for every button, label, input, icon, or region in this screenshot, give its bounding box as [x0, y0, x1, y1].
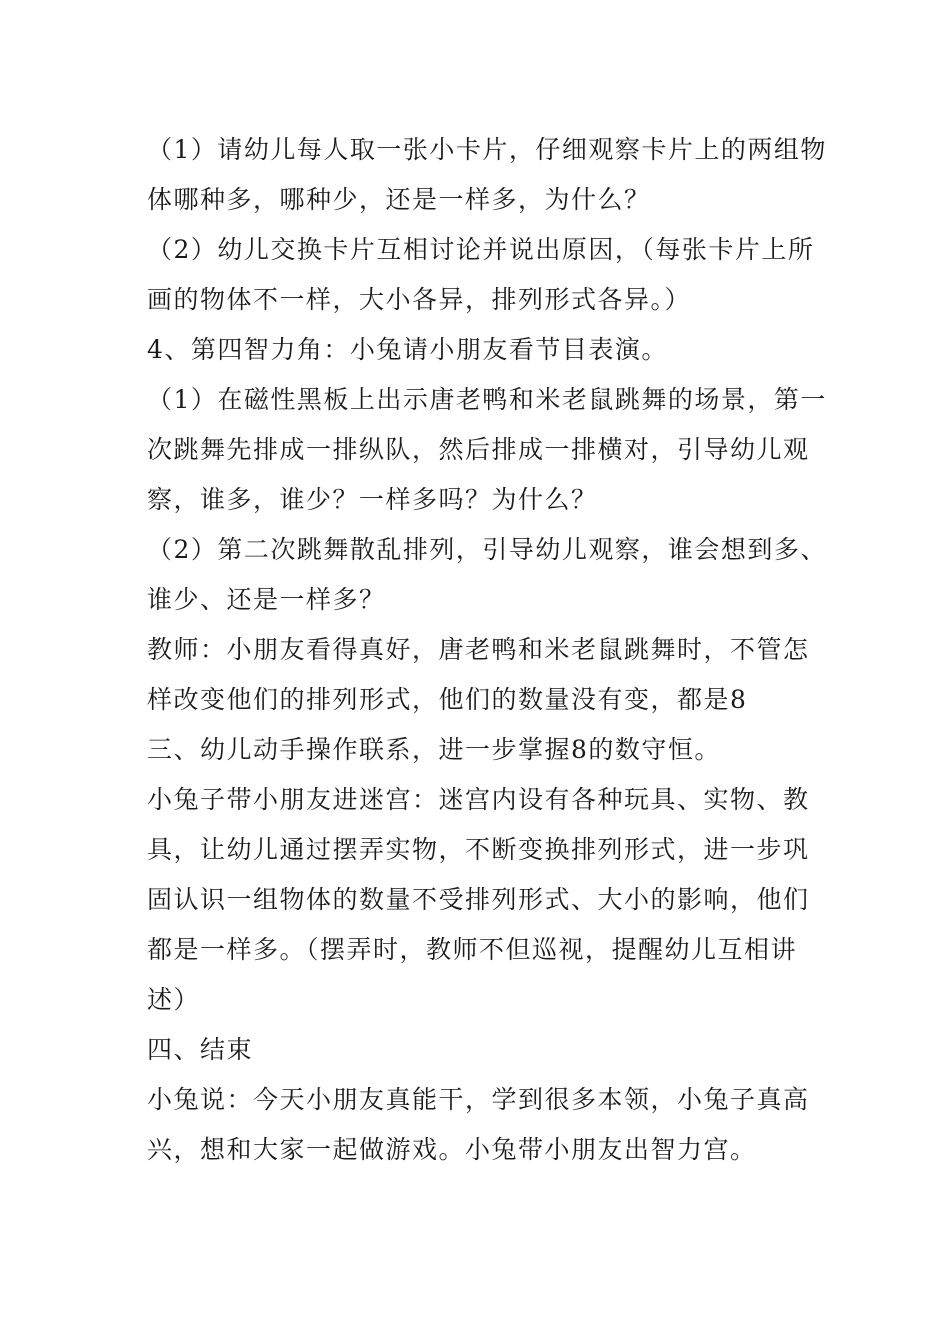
- text-line: 样改变他们的排列形式，他们的数量没有变，都是8: [147, 685, 748, 714]
- section-heading: 三、幼儿动手操作联系，进一步掌握8的数守恒。: [147, 735, 721, 764]
- text-line: 都是一样多。（摆弄时，教师不但巡视，提醒幼儿互相讲: [147, 935, 798, 964]
- text-line: 小兔说：今天小朋友真能干，学到很多本领，小兔子真高: [147, 1085, 810, 1114]
- text-line: 小兔子带小朋友进迷宫：迷宫内设有各种玩具、实物、教: [147, 785, 810, 814]
- text-line: 体哪种多，哪种少，还是一样多，为什么？: [147, 185, 651, 214]
- text-line: （2）第二次跳舞散乱排列，引导幼儿观察，谁会想到多、: [147, 535, 827, 564]
- section-heading: 四、结束: [147, 1035, 254, 1064]
- text-line: 具，让幼儿通过摆弄实物，不断变换排列形式，进一步巩: [147, 835, 810, 864]
- text-line: 教师：小朋友看得真好，唐老鸭和米老鼠跳舞时，不管怎: [147, 635, 810, 664]
- text-line: 固认识一组物体的数量不受排列形式、大小的影响，他们: [147, 885, 810, 914]
- text-line: （1）在磁性黑板上出示唐老鸭和米老鼠跳舞的场景，第一: [147, 385, 827, 414]
- text-line: 画的物体不一样，大小各异，排列形式各异。）: [147, 285, 692, 314]
- text-line: （2）幼儿交换卡片互相讨论并说出原因，（每张卡片上所: [147, 235, 815, 264]
- text-line: 兴，想和大家一起做游戏。小兔带小朋友出智力宫。: [147, 1135, 757, 1164]
- text-line: （1）请幼儿每人取一张小卡片，仔细观察卡片上的两组物: [147, 135, 827, 164]
- text-line: 察，谁多，谁少？一样多吗？为什么？: [147, 485, 598, 514]
- text-line: 4、第四智力角：小兔请小朋友看节目表演。: [147, 335, 668, 364]
- text-line: 述）: [147, 985, 201, 1014]
- text-line: 次跳舞先排成一排纵队，然后排成一排横对，引导幼儿观: [147, 435, 810, 464]
- text-line: 谁少、还是一样多？: [147, 585, 386, 614]
